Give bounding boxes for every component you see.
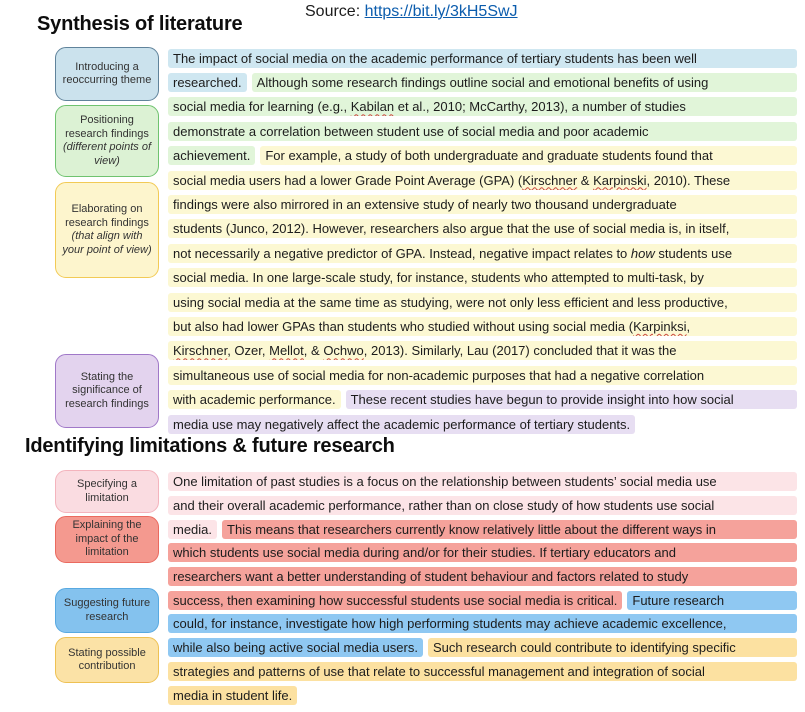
text-line (168, 636, 797, 660)
source-line (305, 3, 518, 21)
annotation-label-text (61, 647, 153, 674)
text-run: Future research (632, 592, 725, 608)
text-run: & (577, 172, 594, 188)
highlighted-segment-purple (346, 390, 797, 409)
annotation-label-explaining-impact (55, 516, 159, 563)
highlighted-segment-pink (168, 472, 797, 491)
text-run: Stating the significance of research findings (65, 370, 149, 410)
highlighted-segment-yellow (168, 390, 341, 409)
spellcheck-flagged-word: Kirschner (522, 172, 578, 188)
highlighted-segment-yellow (168, 366, 797, 385)
text-run: media in student life. (173, 687, 293, 703)
text-run: (different points of view) (62, 141, 152, 167)
highlighted-segment-skyblue (168, 638, 423, 657)
text-run: findings were also mirrored in an extensive study of nearly two thousand undergraduate (173, 197, 677, 213)
text-run: not necessarily a negative predictor of GPA. Instead, negative impact relates to (173, 245, 631, 261)
text-line (168, 683, 797, 707)
text-line (168, 517, 797, 541)
text-run: (that align with your point of view) (62, 230, 152, 256)
spellcheck-flagged-word: Karpinski (593, 172, 647, 188)
paragraph-text-column (168, 46, 797, 436)
text-run: , (686, 318, 691, 334)
text-run: could, for instance, investigate how high performing students may achieve academic excellence, (173, 616, 727, 632)
text-run: social media. In one large-scale study, for instance, students who attempted to multi-task, by (173, 270, 704, 286)
text-run: The impact of social media on the academic performance of tertiary students has been well (173, 50, 697, 66)
annotation-labels-column (55, 470, 159, 708)
text-run: For example, a study of both undergraduate and graduate students found that (265, 148, 713, 164)
text-run: strategies and patterns of use that relate to successful management and integration of social (173, 663, 705, 679)
highlighted-segment-wheat (428, 638, 797, 657)
annotation-label-elaborating-findings (55, 182, 159, 278)
text-line (168, 565, 797, 589)
spellcheck-flagged-word: Ochwo (323, 343, 364, 359)
text-line (168, 339, 797, 363)
highlighted-segment-yellow (168, 195, 797, 214)
text-run: Explaining the impact of the limitation (72, 519, 142, 559)
text-run: researchers want a better understanding of student behaviour and factors related to study (173, 569, 689, 585)
text-run: Stating possible contribution (68, 646, 146, 672)
text-run: social media for learning (e.g., (173, 99, 351, 115)
highlighted-segment-yellow (168, 317, 797, 336)
highlighted-segment-yellow (168, 341, 797, 360)
annotation-label-introducing-theme (55, 47, 159, 101)
section-limitations (55, 470, 797, 708)
text-run: how (630, 245, 655, 261)
annotation-label-stating-contribution (55, 637, 159, 683)
highlighted-segment-yellow (168, 293, 797, 312)
highlighted-segment-yellow (168, 219, 797, 238)
text-line (168, 412, 797, 436)
annotation-label-text (61, 61, 153, 88)
annotation-label-stating-significance (55, 354, 159, 428)
text-run: Suggesting future research (63, 597, 151, 623)
text-line (168, 70, 797, 94)
text-line (168, 541, 797, 565)
source-link[interactable]: https://bit.ly/3kH5SwJ (364, 3, 518, 20)
text-line (168, 95, 797, 119)
text-run: but also had lower GPAs than students who studied without using social media ( (173, 318, 634, 334)
text-run: This means that researchers currently know relatively little about the different ways in (227, 521, 716, 537)
text-line (168, 660, 797, 684)
text-line (168, 119, 797, 143)
annotation-labels-column (55, 46, 159, 438)
text-run: students (Junco, 2012). However, researchers also argue that the use of social media is, in itself, (173, 221, 730, 237)
paragraph-text-column (168, 470, 797, 707)
text-line (168, 290, 797, 314)
text-run: with academic performance. (173, 392, 336, 408)
text-line (168, 363, 797, 387)
text-run: , & (303, 343, 324, 359)
text-run: students use (654, 245, 733, 261)
text-run: while also being active social media users. (173, 640, 418, 656)
text-line (168, 217, 797, 241)
text-run: Although some research findings outline social and emotional benefits of using (256, 75, 709, 91)
text-run: Specifying a limitation (77, 478, 137, 504)
text-run: et al., 2010; McCarthy, 2013), a number of studies (394, 99, 686, 115)
text-line (168, 46, 797, 70)
text-line (168, 241, 797, 265)
highlighted-segment-yellow (260, 146, 797, 165)
text-run: , 2013). Similarly, Lau (2017) concluded that it was the (363, 343, 677, 359)
highlighted-segment-yellow (168, 244, 797, 263)
text-run: Introducing a reoccurring theme (62, 60, 152, 86)
annotation-label-positioning-findings (55, 105, 159, 177)
text-line (168, 314, 797, 338)
annotation-label-text (61, 478, 153, 505)
highlighted-segment-pink (168, 496, 797, 515)
highlighted-segment-skyblue (168, 614, 797, 633)
highlighted-segment-yellow (168, 171, 797, 190)
text-line (168, 470, 797, 494)
highlighted-segment-purple (168, 415, 635, 434)
spellcheck-flagged-word: Kabilan (350, 99, 395, 115)
text-run: and their overall academic performance, rather than on close study of how students use social (173, 498, 715, 514)
annotation-label-text (61, 597, 153, 624)
annotation-label-text (61, 114, 153, 168)
spellcheck-flagged-word: Kirschner (173, 343, 228, 359)
annotation-label-text (61, 203, 153, 257)
text-line (168, 144, 797, 168)
text-line (168, 192, 797, 216)
spellcheck-flagged-word: Karpinksi (633, 318, 687, 334)
text-run: simultaneous use of social media for non-academic purposes that had a negative correlation (173, 367, 705, 383)
text-line (168, 612, 797, 636)
annotation-label-text (61, 519, 153, 560)
text-run: using social media at the same time as studying, were not only less efficient and less productive, (173, 294, 728, 310)
text-run: Such research could contribute to identifying specific (432, 640, 736, 656)
highlighted-segment-yellow (168, 268, 797, 287)
annotation-label-specifying-limitation (55, 470, 159, 513)
highlighted-segment-salmon (168, 567, 797, 586)
text-run: achievement. (173, 148, 251, 164)
highlighted-segment-salmon (168, 591, 622, 610)
text-run: , 2010). These (646, 172, 731, 188)
highlighted-segment-green (168, 146, 255, 165)
text-run: success, then examining how successful students use social media is critical. (173, 592, 618, 608)
text-line (168, 494, 797, 518)
highlighted-segment-wheat (168, 686, 297, 705)
section-heading-synthesis: Synthesis of literature (37, 13, 243, 35)
text-line (168, 387, 797, 411)
spellcheck-flagged-word: Mellot (269, 343, 304, 359)
text-run: Elaborating on research findings (65, 203, 149, 229)
section-heading-limitations: Identifying limitations & future research (25, 435, 395, 457)
text-run: which students use social media during and/or for their studies. If tertiary educators and (173, 545, 676, 561)
highlighted-segment-green (252, 73, 797, 92)
section-synthesis (55, 46, 797, 438)
text-line (168, 168, 797, 192)
highlighted-segment-salmon (168, 543, 797, 562)
annotation-label-suggesting-future-research (55, 588, 159, 633)
highlighted-segment-blue (168, 49, 797, 68)
text-run: Positioning research findings (65, 114, 149, 140)
text-line (168, 266, 797, 290)
text-run: , Ozer, (227, 343, 270, 359)
highlighted-segment-blue (168, 73, 247, 92)
highlighted-segment-skyblue (627, 591, 797, 610)
source-label: Source: (305, 3, 365, 20)
highlighted-segment-pink (168, 520, 217, 539)
highlighted-segment-green (168, 122, 797, 141)
text-run: media use may negatively affect the academic performance of tertiary students. (173, 416, 631, 432)
highlighted-segment-salmon (222, 520, 797, 539)
annotation-label-text (61, 371, 153, 412)
highlighted-segment-green (168, 97, 797, 116)
text-run: media. (173, 521, 213, 537)
text-run: researched. (173, 75, 242, 91)
text-run: social media users had a lower Grade Point Average (GPA) ( (173, 172, 523, 188)
highlighted-segment-wheat (168, 662, 797, 681)
text-run: demonstrate a correlation between student use of social media and poor academic (173, 123, 649, 139)
text-run: One limitation of past studies is a focus on the relationship between students’ social media use (173, 474, 717, 490)
text-run: These recent studies have begun to provide insight into how social (350, 392, 734, 408)
text-line (168, 588, 797, 612)
